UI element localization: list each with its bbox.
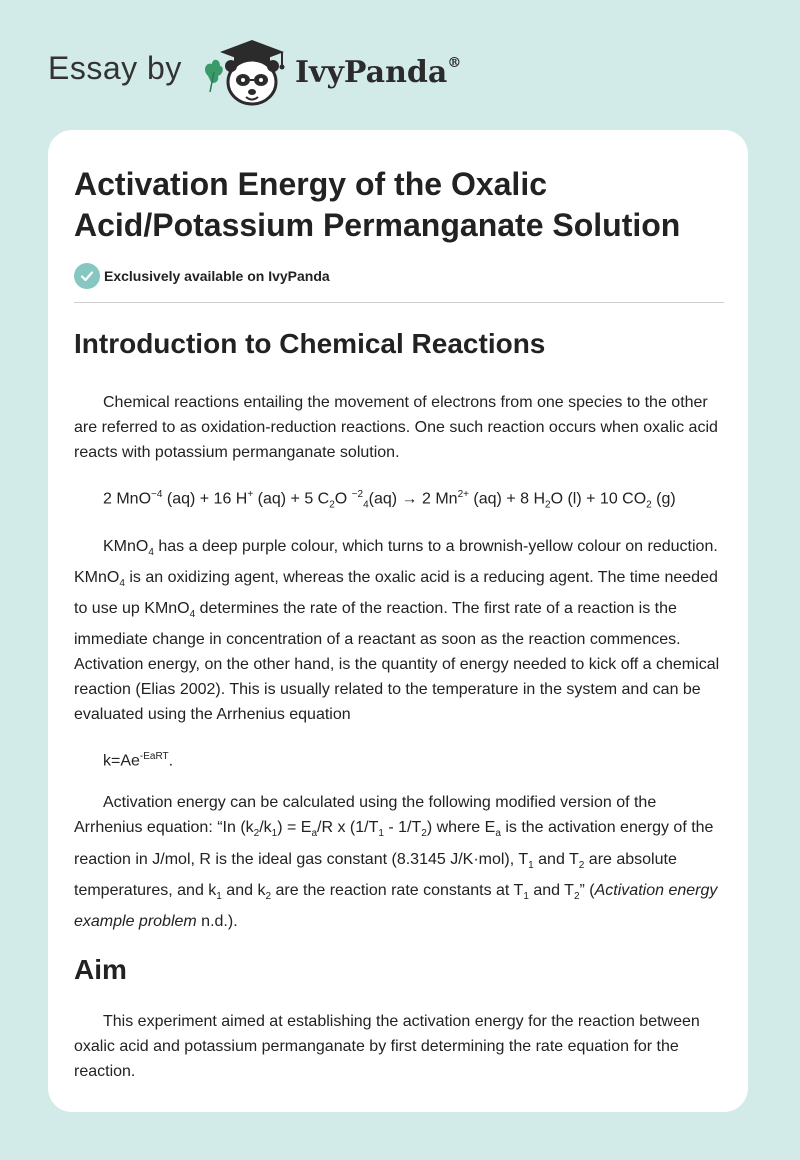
check-icon [74,263,100,289]
kmno4-paragraph: KMnO$_4$ has a deep purple colour, which turns to a brownish-yellow colour on reduction. KMnO$_4$ is an oxidizing agent, whereas the oxalic acid is a reducing agent. The time needed to use up KMnO$_4$ determines the rate of the reaction. The first rate of a reaction is the immediate change in concentration of a reactant as soon as the reaction commences. Activation energy, on the other hand, is the quantity of energy needed to kick off a chemical reaction (Elias 2002). This is usually related to the temperature in the system and can be evaluated using the Arrhenius equation [74,537,720,724]
section-heading-aim: Aim [74,953,127,985]
brand-name[interactable]: IvyPanda® [295,55,462,90]
citation-title: Activation energy example problem [74,881,718,930]
redox-equation: 2 MnO$^{-4}$ (aq) + 16 H+ (aq) + 5 $C_2O$ $^{-2}_4$(aq) → 2 $Mn^{2+}$ (aq) + 8 $H_2O$ (l) + 10 $CO_2$ (g) [103,489,676,511]
exclusive-label: Exclusively available on IvyPanda [104,268,330,284]
activation-energy-paragraph: Activation energy can be calculated using the following modified version of the Arrhenius equation: “In $(k_2/k_1) = E_a/R$ x $(1/T_1 - 1/T_2)$ where $E_a$ is the activation energy of the reaction in J/mol, R is the ideal gas constant (8.3145 J/K·mol), $T_1$ and $T_2$ are absolute temperatures, and $k_1$ and $k_2$ are the reaction rate constants at $T_1$ and $T_2$” (Activation energy example problem n.d.). [74,794,718,930]
article-title: Activation Energy of the Oxalic Acid/Potassium Permanganate Solution [74,166,681,243]
title-divider [74,302,724,303]
essay-by-label: Essay by [48,50,182,86]
panda-logo-icon[interactable] [200,36,288,108]
registered-mark: ® [447,55,462,71]
section-heading-introduction: Introduction to Chemical Reactions [74,328,546,359]
exclusive-badge [74,263,724,289]
aim-paragraph: This experiment aimed at establishing the activation energy for the reaction between oxalic acid and potassium permanganate by first determining the rate equation for the reaction. [74,1012,700,1080]
arrhenius-equation: $k=Ae^{-EaRT}$. [103,751,174,770]
intro-paragraph: Chemical reactions entailing the movement of electrons from one species to the other are referred to as oxidation-reduction reactions. One such reaction occurs when oxalic acid reacts with potassium permanganate solution. [74,394,718,461]
site-header [48,36,548,106]
article-card [48,130,748,1112]
